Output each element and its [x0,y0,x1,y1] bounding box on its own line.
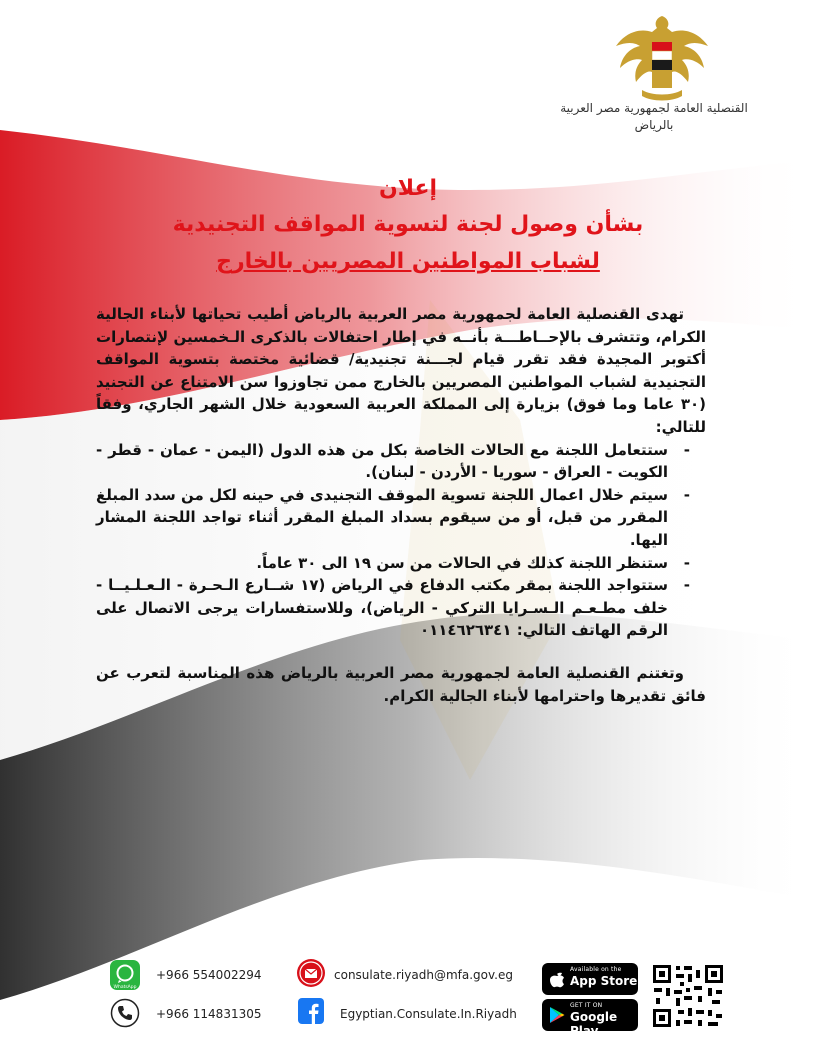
google-play-small-text: GET IT ON [570,1002,603,1009]
announcement-body [96,303,706,707]
announcement-title [120,172,696,280]
qr-code-icon[interactable] [652,964,724,1028]
whatsapp-icon[interactable] [110,960,140,990]
list-item: - سيتم خلال اعمال اللجنة تسوية الموقف التجنيدى في حينه لكل من سدد المبلغ المقرر من قبل، أو من سيقوم بسداد المبلغ المقرر أثناء تواجد اللجنة المشار اليها. [96,484,690,552]
facebook-page[interactable]: Egyptian.Consulate.In.Riyadh [340,1007,517,1021]
apple-icon [549,970,565,988]
phone-icon[interactable] [110,998,140,1028]
title-line-announcement: إعلان [378,176,438,201]
consulate-city: بالرياض [634,118,674,132]
mail-icon[interactable] [296,958,326,988]
google-play-icon [549,1006,565,1024]
egypt-eagle-emblem-icon [612,12,712,107]
consulate-header [544,100,764,134]
phone-number[interactable]: +966 114831305 [156,1007,262,1021]
app-store-button[interactable] [542,963,638,995]
intro-paragraph: تهدى القنصلية العامة لجمهورية مصر العربية بالرياض أطيب تحياتها لأبناء الجالية الكرام، وتتشرف بالإحــاطـــة بأنــه في إطار احتفالات بالذكرى الـخمسين لإنتصارات أكتوبر المجيدة فقد تقرر قيام لجـــنة تجنيدية/ قضائية مختصة بتسوية المواقف التجنيدية لشباب المواطنين المصريين بالخارج ممن تجاوزوا سن الامتناع عن التجنيد (٣٠ عاما وما فوق) بزيارة إلى المملكة العربية السعودية خلال الشهر الجاري، وفقاً للتالي: [96,305,706,436]
google-play-button[interactable] [542,999,638,1038]
title-line-audience: لشباب المواطنين المصريين بالخارج [216,249,600,274]
app-store-small-text: Available on the [570,966,622,973]
closing-paragraph: وتغتنم القنصلية العامة لجمهورية مصر العربية بالرياض هذه المناسبة لتعرب عن فائق تقديرها واحترامها لأبناء الجالية الكرام. [96,663,706,705]
google-play-big-text: Google Play [570,1010,618,1038]
whatsapp-icon-label: WhatsApp [113,985,137,990]
list-item: - ستتعامل اللجنة مع الحالات الخاصة بكل من هذه الدول (اليمن - عمان - قطر - الكويت - العراق - سوريا - الأردن - لبنان). [96,439,690,484]
details-list [96,439,706,642]
list-item: - ستتواجد اللجنة بمقر مكتب الدفاع في الرياض (١٧ شــارع الـحـرة - الـعـلـيــا - خلف مطـعـم الـسـرايا التركي - الرياض)، وللاستفسارات يرجى الاتصال على الرقم الهاتف التالي: ٠١١٤٦٢٦٣٤١ [96,574,690,642]
title-line-subject: بشأن وصول لجنة لتسوية المواقف التجنيدية [172,212,644,237]
whatsapp-number[interactable]: +966 554002294 [156,968,262,982]
facebook-icon[interactable] [298,998,324,1024]
app-store-big-text: App Store [570,974,638,988]
list-item: - ستنظر اللجنة كذلك في الحالات من سن ١٩ الى ٣٠ عاماً. [96,552,690,575]
email-address[interactable]: consulate.riyadh@mfa.gov.eg [334,968,513,982]
consulate-name: القنصلية العامة لجمهورية مصر العربية [560,101,748,115]
